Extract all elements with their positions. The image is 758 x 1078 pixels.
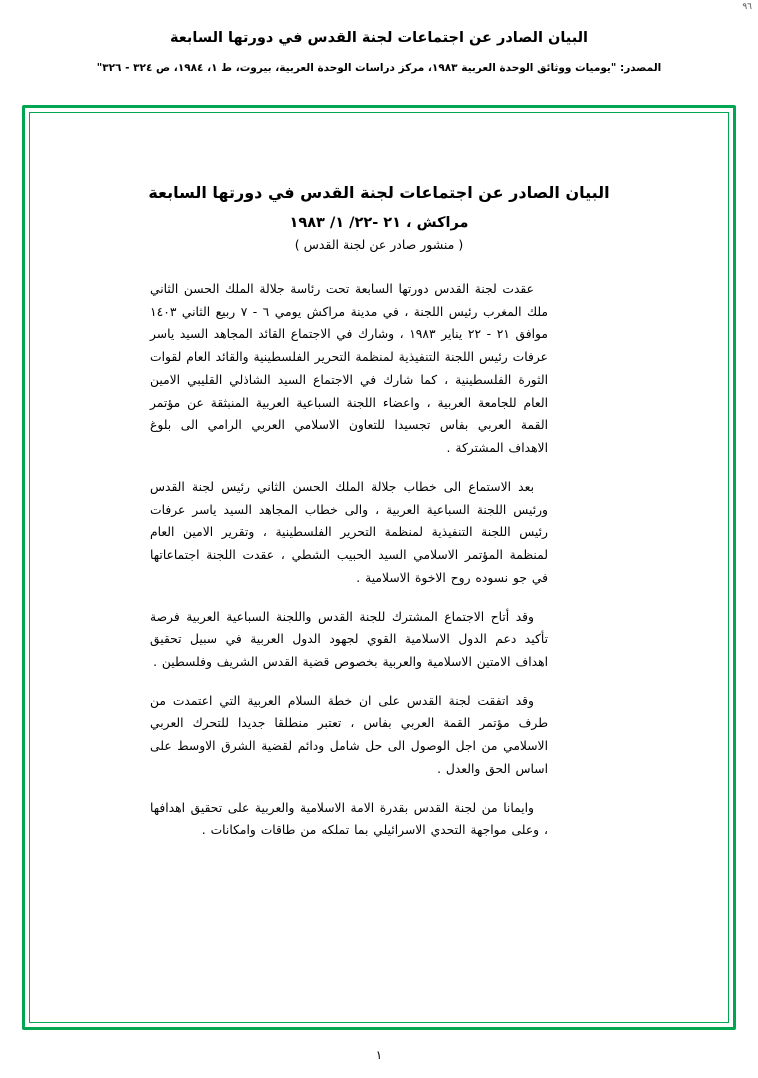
page-number: ١ <box>375 1048 383 1062</box>
document-header <box>0 0 758 74</box>
paragraph: وقد أتاح الاجتماع المشترك للجنة القدس واللجنة السباعية العربية فرصة تأكيد دعم الدول الاسلامية القوي لجهود الدول العربية في سبيل تحقيق اهداف الامتين الاسلامية والعربية بخصوص قضية القدس الشريف وفلسطين . <box>150 609 548 670</box>
body-subtitle-date: مراكش ، ٢١ -٢٢/ ١/ ١٩٨٣ <box>289 215 469 231</box>
paragraph: بعد الاستماع الى خطاب جلالة الملك الحسن الثاني رئيس لجنة القدس ورئيس اللجنة السباعية العربية ، والى خطاب المجاهد السيد ياسر عرفات رئيس اللجنة التنفيذية لمنظمة التحرير الفلسطينية ، وتقرير الامين العام لمنظمة المؤتمر الاسلامي السيد الحبيب الشطي ، عقدت اللجنة اجتماعاتها في جو نسوده روح الاخوة الاسلامية . <box>150 479 548 585</box>
paragraph: وايمانا من لجنة القدس بقدرة الامة الاسلامية والعربية على تحقيق اهدافها ، وعلى مواجهة التحدي الاسرائيلي بما تملكه من طاقات وامكانات . <box>150 800 548 838</box>
document-body <box>29 112 729 1023</box>
corner-page-mark: ٩٦ <box>742 2 752 12</box>
body-title: البيان الصادر عن اجتماعات لجنة القدس في دورتها السابعة <box>148 183 610 202</box>
page-title: البيان الصادر عن اجتماعات لجنة القدس في دورتها السابعة <box>169 30 589 46</box>
green-border-frame <box>22 105 736 1030</box>
paragraph: وقد اتفقت لجنة القدس على ان خطة السلام العربية التي اعتمدت من طرف مؤتمر القمة العربي بفاس ، تعتبر منطلقا جديدا للتحرك العربي الاسلامي من اجل الوصول الى حل شامل ودائم لقضية الشرق الاوسط على اساس الحق والعدل . <box>150 693 548 776</box>
source-citation: المصدر: "يوميات ووثائق الوحدة العربية ١٩٨٣، مركز دراسات الوحدة العربية، بيروت، ط ١، ١٩٨٤، ص ٣٢٤ - ٣٢٦" <box>96 62 662 75</box>
paragraph: عقدت لجنة القدس دورتها السابعة تحت رئاسة جلالة الملك الحسن الثاني ملك المغرب رئيس اللجنة ، في مدينة مراكش يومي ٦ - ٧ ربيع الثاني ١٤٠٣ موافق ٢١ - ٢٢ يناير ١٩٨٣ ، وشارك في الاجتماع القائد المجاهد السيد ياسر عرفات رئيس اللجنة التنفيذية لمنظمة التحرير الفلسطينية والقائد العام لقوات الثورة الفلسطينية ، كما شارك في الاجتماع السيد الشاذلي القليبي الامين العام للجامعة العربية ، واعضاء اللجنة السباعية العربية المنبثقة عن مؤتمر القمة العربي بفاس تجسيدا للتعاون الاسلامي العربي الرامي الى بلوغ الاهداف المشتركة . <box>150 282 548 456</box>
body-paragraphs <box>90 278 668 842</box>
body-publication-note: ( منشور صادر عن لجنة القدس ) <box>294 237 464 252</box>
